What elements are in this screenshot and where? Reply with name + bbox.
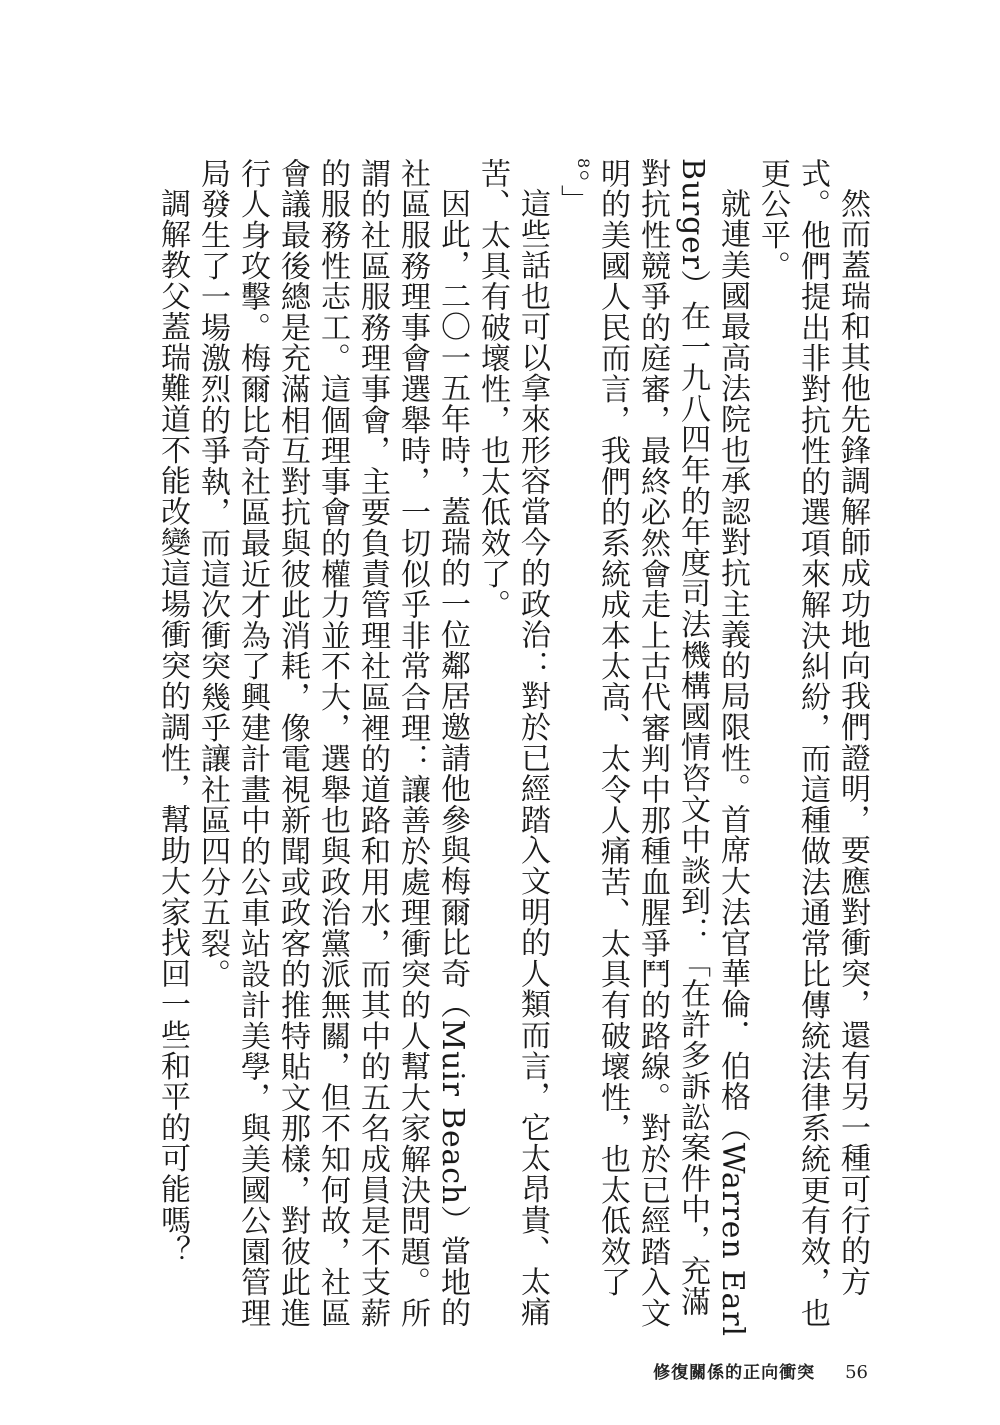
running-title: 修復關係的正向衝突 bbox=[653, 1363, 816, 1383]
paragraph-2-text: 就連美國最高法院也承認對抗主義的局限性。首席大法官華倫．伯格（Warren Earl Burger）在一九八四年的年度司法機構國情咨文中談到：「在許多訴訟案件中，充滿對抗性競爭的庭審，最終必然會走上古代審判中那種血腥爭鬥的路線。對於已經踏入文明的美國人民而言，我們的系統成本太高、太令人痛苦、太具有破壞性，也太低效了 bbox=[595, 158, 750, 1337]
paragraph-1: 然而蓋瑞和其他先鋒調解師成功地向我們證明，要應對衝突，還有另一種可行的方式。他們提出非對抗性的選項來解決糾紛，而這種做法通常比傳統法律系統更有效，也更公平。 bbox=[755, 158, 870, 1329]
paragraph-4: 因此，二〇一五年時，蓋瑞的一位鄰居邀請他參與梅爾比奇（Muir Beach）當地的社區服務理事會選舉時，一切似乎非常合理：讓善於處理衝突的人幫大家解決問題。所謂的社區服務理事會，主要負責管理社區裡的道路和用水，而其中的五名成員是不支薪的服務性志工。這個理事會的權力並不大，選舉也與政治黨派無關，但不知何故，社區會議最後總是充滿相互對抗與彼此消耗，像電視新聞或政客的推特貼文那樣，對彼此進行人身攻擊。梅爾比奇社區最近才為了興建計畫中的公車站設計美學，與美國公園管理局發生了一場激烈的爭執，而這次衝突幾乎讓社區四分五裂。 bbox=[195, 158, 470, 1329]
footnote-marker: 8 bbox=[574, 158, 593, 169]
page-number: 56 bbox=[845, 1362, 868, 1383]
paragraph-5: 調解教父蓋瑞難道不能改變這場衝突的調性，幫助大家找回一些和平的可能嗎？ bbox=[155, 188, 190, 1266]
page-footer bbox=[653, 1358, 868, 1383]
paragraph-2-closing: 。」 bbox=[555, 168, 590, 216]
paragraph-2 bbox=[552, 158, 752, 1338]
body-text bbox=[152, 158, 872, 1338]
paragraph-3: 這些話也可以拿來形容當今的政治：對於已經踏入文明的人類而言，它太昂貴、太痛苦、太具有破壞性，也太低效了。 bbox=[475, 158, 550, 1328]
